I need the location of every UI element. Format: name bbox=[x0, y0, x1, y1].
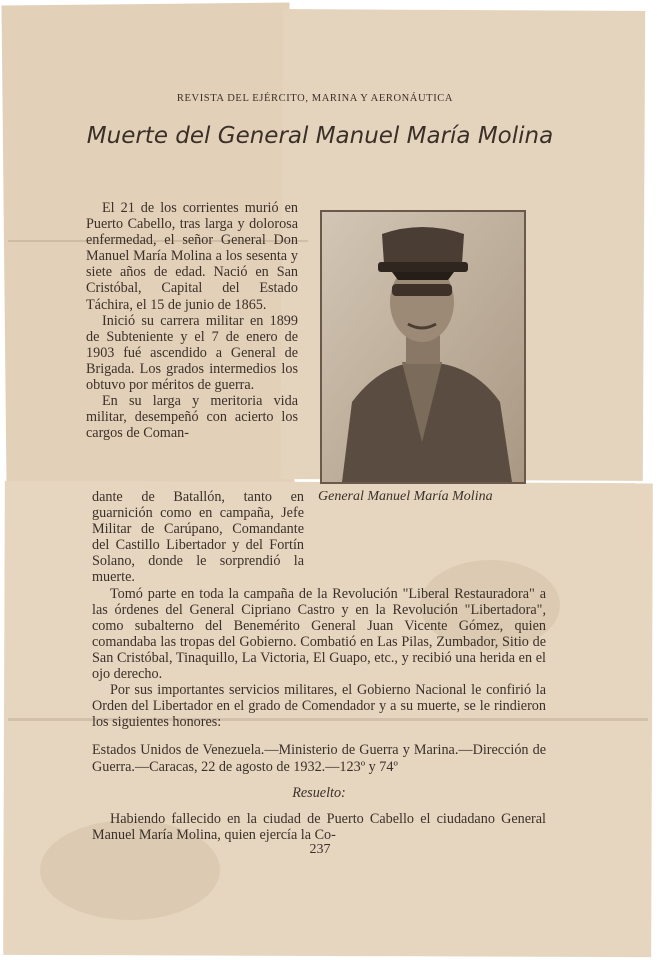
portrait-photo bbox=[320, 210, 526, 484]
magazine-header: REVISTA DEL EJÉRCITO, MARINA Y AERONÁUTICA bbox=[176, 93, 454, 104]
paragraph: En su larga y meritoria vida militar, desempeñó con acierto los cargos de Coman- bbox=[86, 393, 298, 442]
portrait-illustration bbox=[322, 212, 524, 482]
continuation-text: dante de Batallón, tanto en guarnición como en campaña, Jefe Militar de Carúpano, Comandante del Castillo Libertador y del Fortín Solano, donde le sorprendió la muerte. bbox=[92, 489, 304, 586]
paragraph: Tomó parte en toda la campaña de la Revolución "Liberal Restauradora" a las órdenes del General Cipriano Castro y en la Revolución "Libertadora", como subalterno del Benemérito General Juan Vicente Gómez, quien comandaba las tropas del Gobierno. Combatió en Las Pilas, Zumbador, Sitio de San Cristóbal, Tinaquillo, La Victoria, El Guapo, etc., y recibió una herida en el ojo derecho. bbox=[92, 585, 546, 683]
paragraph: Inició su carrera militar en 1899 de Subteniente y el 7 de enero de 1903 fué ascendido a General de Brigada. Los grados intermedios los obtuvo por méritos de guerra. bbox=[86, 312, 298, 394]
article-title: Muerte del General Manuel María Molina bbox=[86, 123, 554, 149]
paragraph: El 21 de los corrientes murió en Puerto Cabello, tras larga y dolorosa enfermedad, el señor General Don Manuel María Molina a los sesenta y siete años de edad. Nació en San Cristóbal, Capital del Estado Táchira, el 15 de junio de 1865. bbox=[86, 200, 298, 313]
paragraph bbox=[92, 489, 546, 586]
paragraph: Por sus importantes servicios militares, el Gobierno Nacional le confirió la Orden del Libertador en el grado de Comendador y a su muerte, se le rindieron los siguientes honores: bbox=[92, 682, 546, 731]
paragraph: Habiendo fallecido en la ciudad de Puerto Cabello el ciudadano General Manuel María Molina, quien ejercía la Co- bbox=[92, 810, 546, 843]
left-column bbox=[86, 200, 298, 441]
decree-heading: Estados Unidos de Venezuela.—Ministerio de Guerra y Marina.—Dirección de Guerra.—Caracas, 22 de agosto de 1932.—123º y 74º bbox=[92, 742, 546, 775]
resuelto-heading: Resuelto: bbox=[292, 784, 346, 801]
page-number: 237 bbox=[309, 842, 331, 857]
photo-caption: General Manuel María Molina bbox=[318, 489, 493, 504]
article-body bbox=[92, 489, 546, 843]
